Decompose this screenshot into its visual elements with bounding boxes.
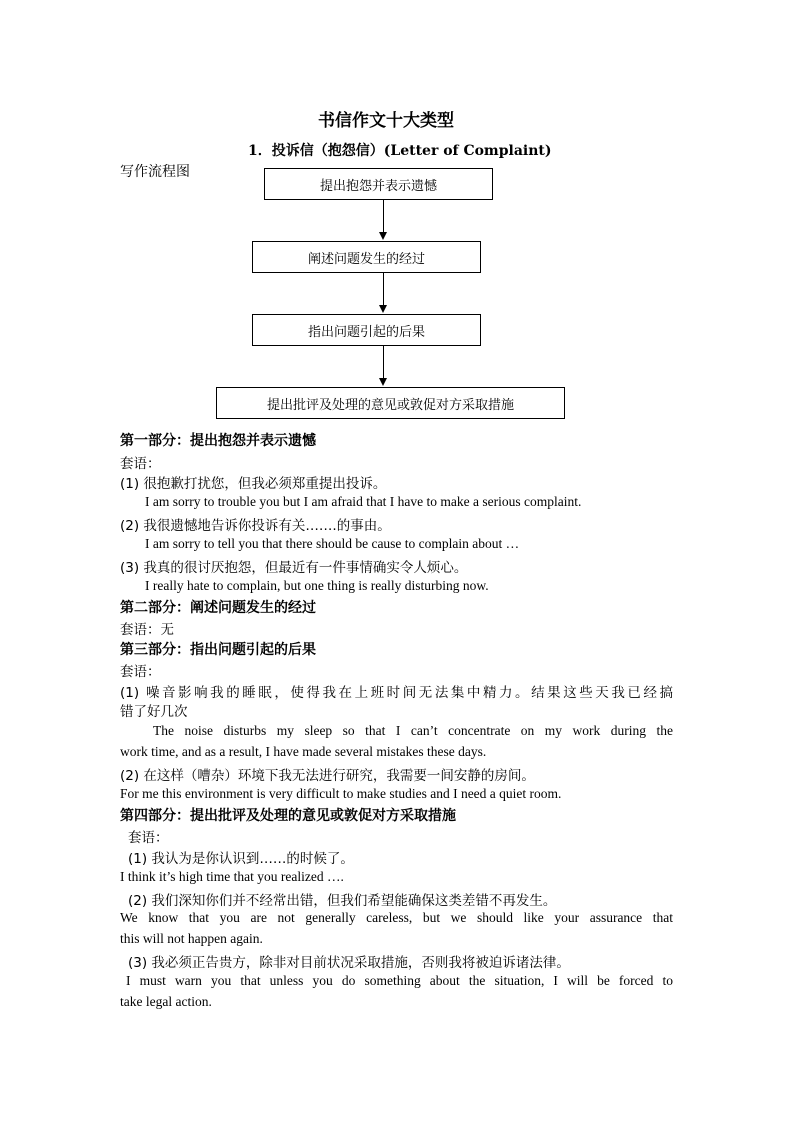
page-title: 书信作文十大类型 [318,111,454,131]
part3-item1-en-line1: The noise disturbs my sleep so that I can’t concentrate on my work during the [153,723,673,738]
part3-heading: 第三部分：指出问题引起的后果 [120,642,316,658]
part3-item1-cn-line1: (1) 噪音影响我的睡眠，使得我在上班时间无法集中精力。结果这些天我已经搞 [120,685,673,701]
part1-item2-cn: (2) 我很遗憾地告诉你投诉有关…….的事由。 [120,518,391,534]
part1-item3-cn: (3) 我真的很讨厌抱怨，但最近有一件事情确实令人烦心。 [120,560,468,576]
flow-step-1-label: 提出抱怨并表示遗憾 [319,178,437,194]
flow-step-3 [252,314,481,346]
part3-item2-en: For me this environment is very difficult to make studies and I need a quiet room. [120,786,562,801]
part1-item1-cn: (1) 很抱歉打扰您，但我必须郑重提出投诉。 [120,476,387,492]
flow-step-2-label: 阐述问题发生的经过 [307,251,425,267]
part4-item2-cn: (2) 我们深知你们并不经常出错，但我们希望能确保这类差错不再发生。 [128,893,557,909]
part4-item3-en-line2: take legal action. [120,994,212,1009]
part4-item2-en-line2: this will not happen again. [120,931,263,946]
part1-item3-en: I really hate to complain, but one thing is really disturbing now. [145,578,489,593]
flow-arrowhead-1 [379,232,387,240]
part3-label: 套语： [120,664,161,680]
flowchart-label: 写作流程图 [120,164,190,180]
flow-step-4 [216,387,565,419]
flow-step-4-label: 提出批评及处理的意见或敦促对方采取措施 [266,397,514,413]
flow-arrow-1 [383,200,384,232]
part4-heading: 第四部分：提出批评及处理的意见或敦促对方采取措施 [120,808,456,824]
part4-item1-cn: (1) 我认为是你认识到……的时候了。 [128,851,354,867]
flow-arrowhead-2 [379,305,387,313]
part4-label: 套语： [128,830,169,846]
part4-item2-en-line1: We know that you are not generally careless, but we should like your assurance that [120,910,673,925]
part4-item3-cn: (3) 我必须正告贵方，除非对目前状况采取措施，否则我将被迫诉诸法律。 [128,955,570,971]
part4-item1-en: I think it’s high time that you realized …. [120,869,344,884]
flow-arrowhead-3 [379,378,387,386]
part2-heading: 第二部分：阐述问题发生的经过 [120,600,316,616]
part1-label: 套语： [120,456,161,472]
flow-step-3-label: 指出问题引起的后果 [307,324,425,340]
flow-step-2 [252,241,481,273]
part4-item3-en-line1: I must warn you that unless you do something about the situation, I will be forced to [126,973,673,988]
flow-arrow-2 [383,273,384,305]
part3-item1-cn-line2: 错了好几次 [120,704,188,720]
part2-label: 套语：无 [120,622,174,638]
part1-heading: 第一部分：提出抱怨并表示遗憾 [120,433,316,449]
page-subtitle: 1．投诉信（抱怨信）(Letter of Complaint) [248,143,552,159]
flow-arrow-3 [383,346,384,378]
part1-item1-en: I am sorry to trouble you but I am afraid that I have to make a serious complaint. [145,494,582,509]
flow-step-1 [264,168,493,200]
part1-item2-en: I am sorry to tell you that there should be cause to complain about … [145,536,520,551]
part3-item2-cn: (2) 在这样（嘈杂）环境下我无法进行研究，我需要一间安静的房间。 [120,768,535,784]
part3-item1-en-line2: work time, and as a result, I have made several mistakes these days. [120,744,487,759]
